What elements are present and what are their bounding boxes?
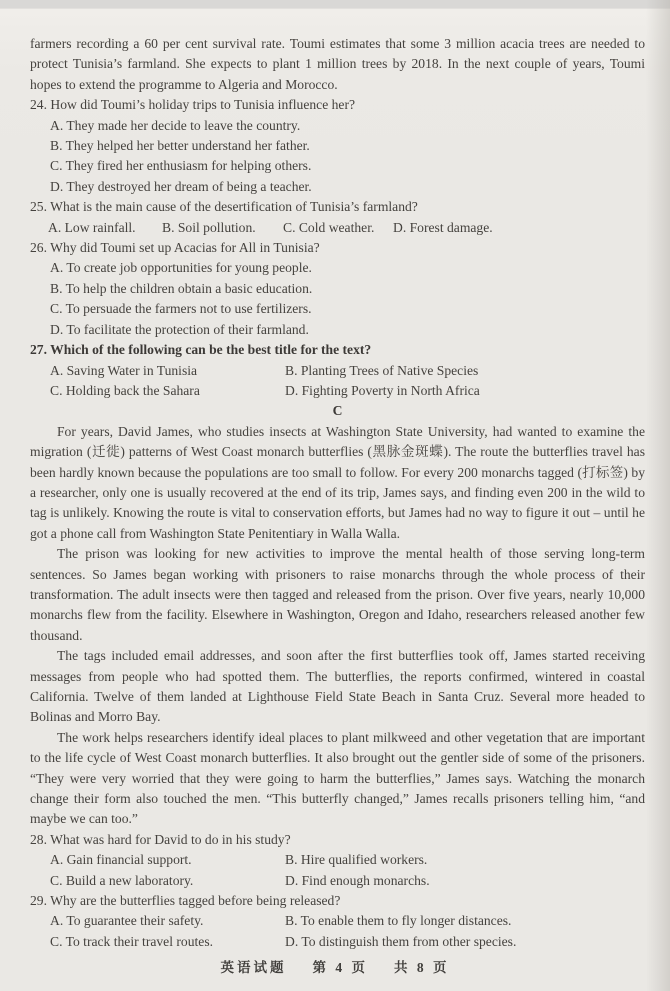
question-26-text: 26. Why did Toumi set up Acacias for All in Tunisia? [30, 240, 320, 256]
question-26-option-d: D. To facilitate the protection of their farmland. [50, 321, 309, 337]
question-28-option-d: D. Find enough monarchs. [285, 872, 430, 888]
question-27-options [50, 361, 645, 402]
question-29-option-b: B. To enable them to fly longer distances. [285, 913, 512, 929]
passage-paragraph-4: The work helps researchers identify ideal places to plant milkweed and other vegetation that are important to the life cycle of West Coast monarch butterflies. It also brought out the gentler side of some of the prisoners. “They were very worried that they were going to harm the butterflies,” James says. Watching the monarch change their form also touched the men. “This butterfly changed,” James recalls prisoners telling him, “and maybe we can too.” [30, 729, 645, 827]
question-26-option-b: B. To help the children obtain a basic education. [50, 280, 313, 296]
question-28-option-b: B. Hire qualified workers. [285, 852, 428, 868]
passage-c [30, 422, 645, 830]
exam-page [0, 9, 670, 959]
question-24-options [30, 116, 645, 198]
question-29-option-d: D. To distinguish them from other species. [285, 933, 517, 949]
question-26-options [30, 258, 645, 340]
question-29-text: 29. Why are the butterflies tagged before being released? [30, 893, 341, 909]
question-29-options [50, 911, 645, 952]
question-25-option-d: D. Forest damage. [393, 219, 493, 235]
passage-c-label: C [332, 403, 343, 419]
passage-paragraph-2: The prison was looking for new activities to improve the mental health of those serving long-term sentences. So James began working with prisoners to raise monarchs through the whole process of their transformation. The adult insects were then tagged and released from the prison. Over five years, nearly 10,000 monarchs flew from the facility. Elsewhere in Washington, Oregon and Idaho, researchers released another few thousand. [30, 546, 645, 643]
question-25 [30, 197, 645, 238]
question-28-options [50, 850, 645, 891]
question-24-option-a: A. They made her decide to leave the country. [50, 117, 301, 133]
question-24-option-c: C. They fired her enthusiasm for helping others. [50, 158, 312, 174]
question-29 [30, 891, 645, 952]
footer-page-total: 共 8 页 [394, 960, 450, 975]
question-26-option-a: A. To create job opportunities for young people. [50, 260, 312, 276]
question-28-option-a: A. Gain financial support. [50, 852, 192, 868]
question-27-option-b: B. Planting Trees of Native Species [285, 362, 479, 378]
question-27-option-c: C. Holding back the Sahara [50, 382, 200, 398]
question-29-option-c: C. To track their travel routes. [50, 933, 214, 949]
question-26-option-c: C. To persuade the farmers not to use fertilizers. [50, 301, 312, 317]
question-24 [30, 95, 645, 197]
question-25-text: 25. What is the main cause of the desertification of Tunisia’s farmland? [30, 199, 418, 215]
scan-top-edge [0, 0, 670, 9]
question-29-option-a: A. To guarantee their safety. [50, 913, 204, 929]
footer-exam-title: 英语试题 [220, 960, 287, 975]
question-24-text: 24. How did Toumi’s holiday trips to Tunisia influence her? [30, 97, 356, 113]
question-25-options [48, 218, 645, 238]
passage-paragraph-3: The tags included email addresses, and soon after the first butterflies took off, James started receiving messages from people who had spotted them. The butterflies, the reports confirmed, wintered in coastal California. Twelve of them landed at Lighthouse Field State Beach in Santa Cruz. Several more headed to Bolinas and Morro Bay. [30, 648, 645, 725]
question-27-option-a: A. Saving Water in Tunisia [50, 362, 198, 378]
question-24-option-b: B. They helped her better understand her father. [50, 138, 310, 154]
question-28-option-c: C. Build a new laboratory. [50, 872, 194, 888]
question-25-option-b: B. Soil pollution. [162, 219, 256, 235]
question-25-option-a: A. Low rainfall. [48, 219, 136, 235]
question-28-text: 28. What was hard for David to do in his study? [30, 831, 291, 847]
question-25-option-c: C. Cold weather. [283, 219, 375, 235]
question-24-option-d: D. They destroyed her dream of being a teacher. [50, 178, 312, 194]
question-27 [30, 340, 645, 401]
question-27-option-d: D. Fighting Poverty in North Africa [285, 382, 480, 398]
passage-paragraph-1: For years, David James, who studies insects at Washington State University, had wanted to examine the migration (迁徙) patterns of West Coast monarch butterflies (黑脉金斑蝶). The route the butterflies travel has been hardly known because the populations are too small to follow. For every 200 monarchs tagged (打标签) by a researcher, only one is usually recovered at the end of its trip, James says, and finding even 200 in the wild to tag is unlikely. Knowing the route is vital to conservation efforts, but James had no way to figure it out – until he got a phone call from Washington State Penitentiary in Walla Walla. [30, 423, 645, 541]
intro-paragraph: farmers recording a 60 per cent survival rate. Toumi estimates that some 3 million acacia trees are needed to protect Tunisia’s farmland. She expects to plant 1 million trees by 2018. In the next couple of years, Toumi hopes to extend the programme to Algeria and Morocco. [30, 36, 645, 92]
question-26 [30, 238, 645, 340]
page-footer [0, 956, 670, 976]
question-28 [30, 830, 645, 891]
question-27-text: 27. Which of the following can be the best title for the text? [30, 342, 372, 358]
footer-page-number: 第 4 页 [312, 960, 368, 975]
